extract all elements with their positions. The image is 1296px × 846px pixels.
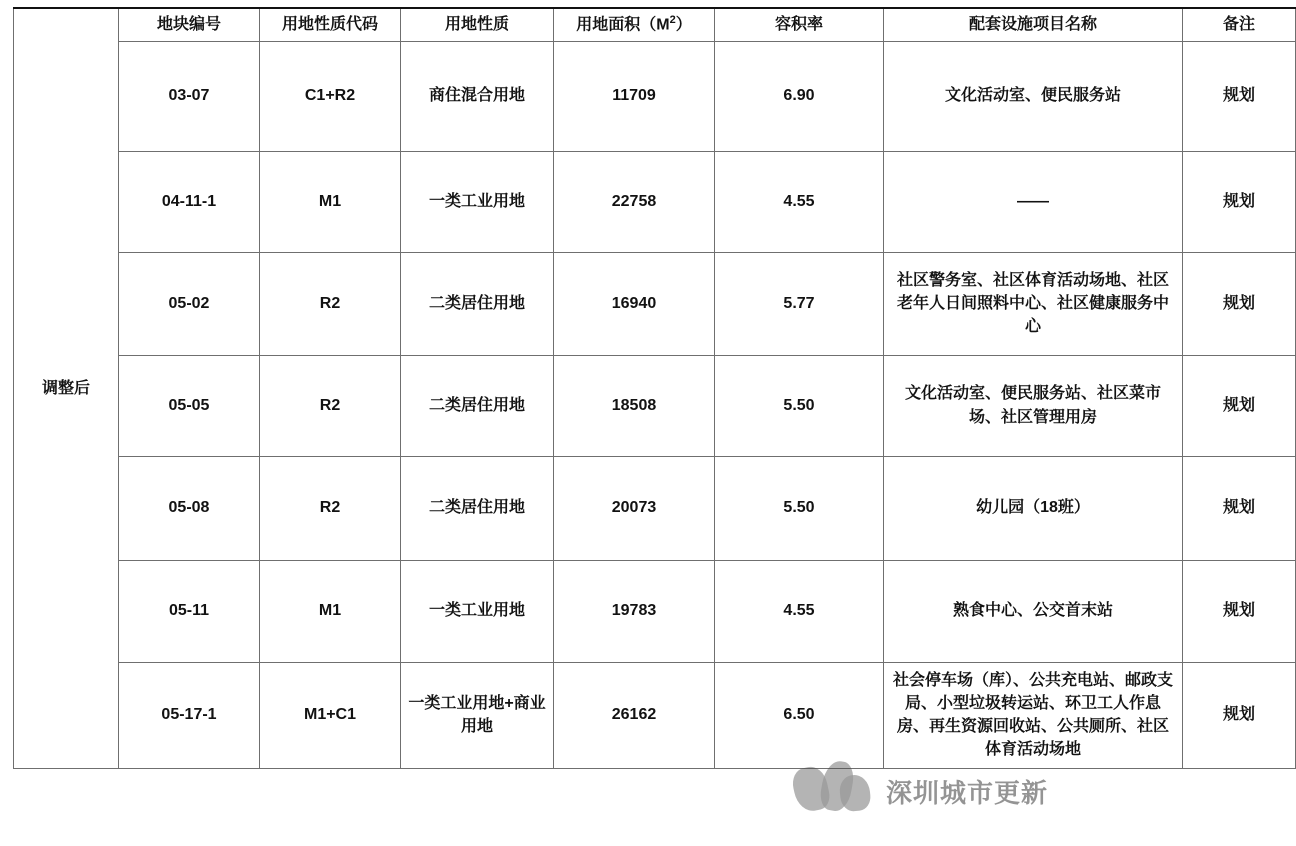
cell-far: 4.55: [715, 151, 884, 252]
cell-nature: 二类居住用地: [401, 355, 554, 456]
area-unit-close: ）: [675, 16, 692, 34]
cell-nature: 二类居住用地: [401, 456, 554, 560]
cell-facilities: 熟食中心、公交首末站: [884, 560, 1183, 662]
cell-area: 16940: [554, 252, 715, 355]
cell-area: 19783: [554, 560, 715, 662]
cell-area: 26162: [554, 662, 715, 768]
cell-remark: 规划: [1183, 456, 1296, 560]
cell-code: M1+C1: [260, 662, 401, 768]
table-row: [14, 252, 1296, 355]
cell-facilities: 文化活动室、便民服务站: [884, 41, 1183, 151]
cell-facilities: ——: [884, 151, 1183, 252]
land-plan-table: [13, 7, 1296, 769]
column-header-facilities: 配套设施项目名称: [884, 8, 1183, 41]
watermark-text: 深圳城市更新: [886, 778, 1049, 808]
cell-area: 22758: [554, 151, 715, 252]
column-header-remark: 备注: [1183, 8, 1296, 41]
cell-code: M1: [260, 560, 401, 662]
table-row: [14, 456, 1296, 560]
cell-remark: 规划: [1183, 560, 1296, 662]
cell-remark: 规划: [1183, 252, 1296, 355]
column-header-far: 容积率: [715, 8, 884, 41]
cell-nature: 商住混合用地: [401, 41, 554, 151]
cell-plot: 05-11: [119, 560, 260, 662]
cell-plot: 05-05: [119, 355, 260, 456]
cell-far: 6.50: [715, 662, 884, 768]
cell-remark: 规划: [1183, 41, 1296, 151]
cell-nature: 一类工业用地: [401, 151, 554, 252]
cell-code: R2: [260, 252, 401, 355]
cell-code: R2: [260, 456, 401, 560]
cell-area: 20073: [554, 456, 715, 560]
cell-nature: 一类工业用地+商业用地: [401, 662, 554, 768]
table-row: [14, 151, 1296, 252]
cell-facilities: 文化活动室、便民服务站、社区菜市场、社区管理用房: [884, 355, 1183, 456]
area-unit-superscript: 2: [669, 14, 676, 26]
cell-far: 5.50: [715, 355, 884, 456]
cell-nature: 二类居住用地: [401, 252, 554, 355]
column-header-code: 用地性质代码: [260, 8, 401, 41]
table-row: [14, 41, 1296, 151]
cell-far: 4.55: [715, 560, 884, 662]
cell-remark: 规划: [1183, 662, 1296, 768]
table-header-row: [14, 8, 1296, 41]
cell-code: C1+R2: [260, 41, 401, 151]
column-header-area-label: 用地面积（M: [576, 16, 670, 34]
cell-plot: 05-02: [119, 252, 260, 355]
cell-plot: 04-11-1: [119, 151, 260, 252]
cell-remark: 规划: [1183, 151, 1296, 252]
cell-area: 18508: [554, 355, 715, 456]
cell-far: 6.90: [715, 41, 884, 151]
cell-code: M1: [260, 151, 401, 252]
cell-plot: 03-07: [119, 41, 260, 151]
column-header-nature-label: 用地性质: [444, 16, 509, 34]
column-header-area: [554, 8, 715, 41]
cell-area: 11709: [554, 41, 715, 151]
cell-plot: 05-17-1: [119, 662, 260, 768]
cell-code: R2: [260, 355, 401, 456]
cell-nature: 一类工业用地: [401, 560, 554, 662]
table-row: [14, 560, 1296, 662]
cell-far: 5.50: [715, 456, 884, 560]
cell-facilities: 社会停车场（库）、公共充电站、邮政支局、小型垃圾转运站、环卫工人作息房、再生资源回收站、公共厕所、社区体育活动场地: [884, 662, 1183, 768]
cell-facilities: 社区警务室、社区体育活动场地、社区老年人日间照料中心、社区健康服务中心: [884, 252, 1183, 355]
column-header-plot: 地块编号: [119, 8, 260, 41]
cell-facilities: 幼儿园（18班）: [884, 456, 1183, 560]
cell-remark: 规划: [1183, 355, 1296, 456]
column-header-nature: [401, 8, 554, 41]
cell-far: 5.77: [715, 252, 884, 355]
cell-plot: 05-08: [119, 456, 260, 560]
table-row: [14, 662, 1296, 768]
table-row: [14, 355, 1296, 456]
row-group-label: 调整后: [14, 8, 119, 768]
